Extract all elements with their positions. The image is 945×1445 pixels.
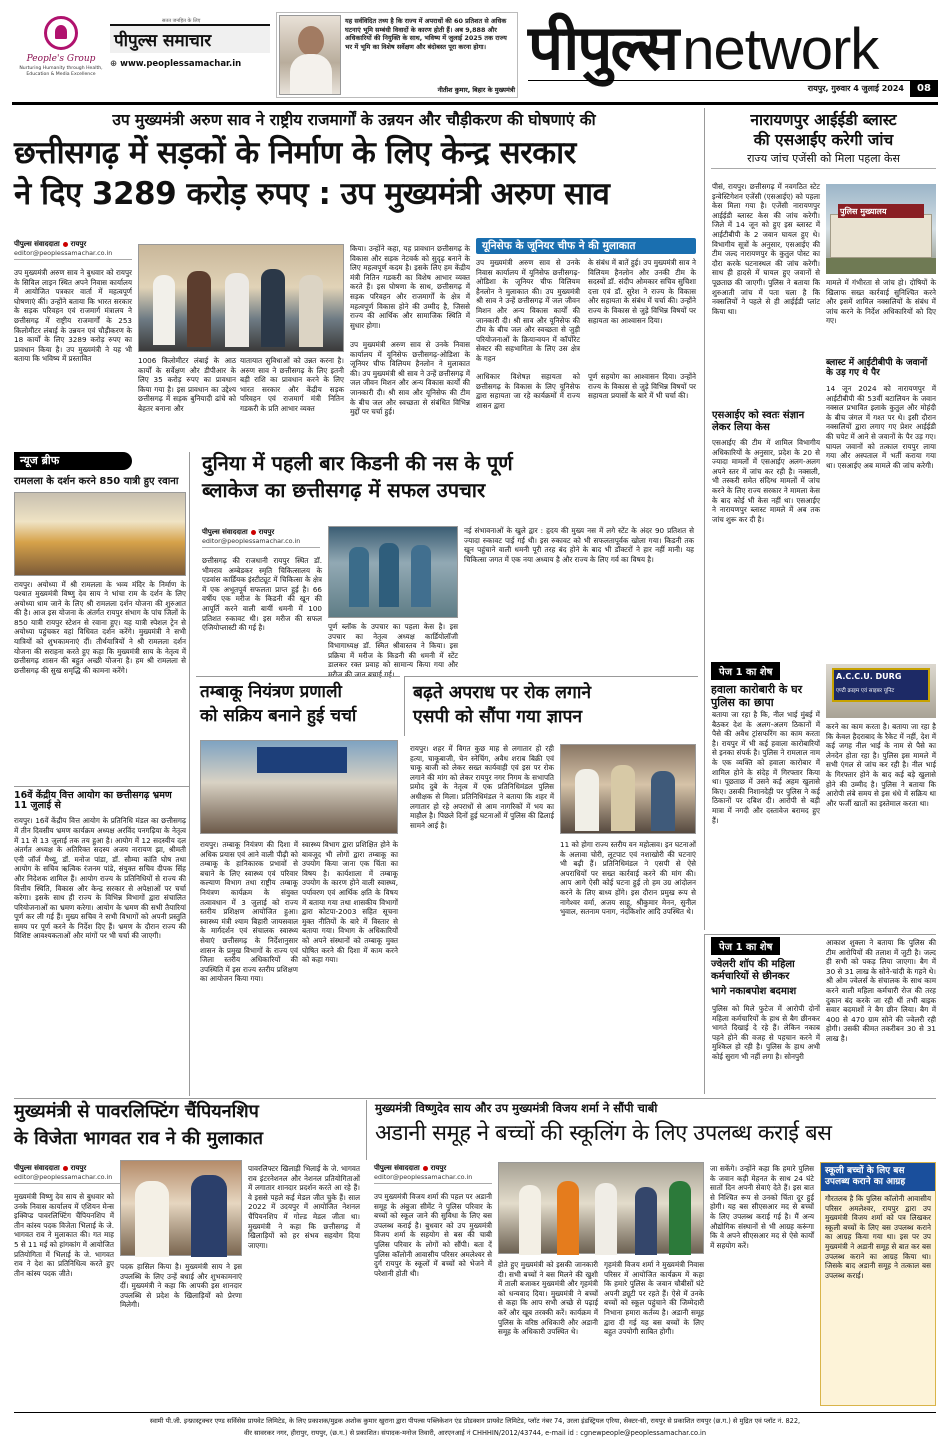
bottom-section-rule: [14, 1098, 936, 1099]
kidney-headline-line2: ब्लाकेज का छत्तीसगढ़ में सफल उपचार: [202, 478, 486, 502]
lead-column-1: उप मुख्यमंत्री अरुण साव ने बुधवार को रायपुर के सिविल लाइन स्थित अपने निवास कार्यालय में आयोजित पत्रकार वार्ता में महत्वपूर्ण घोषणाएं कीं। उन्होंने बताया कि भारत सरकार के सड़क परिवहन एवं राजमार्ग मंत्रालय ने छत्तीसगढ़ में राष्ट्रीय राजमार्गों के 253 किलोमीटर लंबाई के उन्नयन एवं चौड़ीकरण के 18 कार्यों के लिए 3289 करोड़ रुपए का प्रावधान किया है। उप मुख्यमंत्री ने यह भी बताया कि भविष्य में प्रस्तावित: [14, 268, 132, 364]
dateline: रायपुर, गुरुवार 4 जुलाई 2024: [807, 84, 904, 93]
powerlifting-column-2: पदक हासिल किया है। मुख्यमंत्री साय ने इस उपलब्धि के लिए उन्हें बधाई और शुभकामनाएं दीं। मुख्यमंत्री ने कहा कि आपकी इस शानदार उपलब्धि से प्रदेश के खिलाड़ियों को प्रेरणा मिलेगी।: [120, 1262, 242, 1310]
tobacco-column-2: स्वास्थ्य विभाग द्वारा प्रशिक्षित होने के बावजूद भी लोगों द्वारा तम्बाकू का उपयोग किया जाना एक चिंता का विषय है। कार्यशाला में तम्बाकू उपयोग के कारण होने वाली स्वास्थ्य, पर्यावरण एवं आर्थिक क्षति के विषय में बताया गया तथा शासकीय विभागों द्वारा कोटपा-2003 सहित सूचना मुक्त नीतियों के बारे में विस्तार से बताया गया। विभाग के अधिकारियों को अपने संस्थानों को तम्बाकू मुक्त घोषित करने की दिशा में काम करने को कहा गया।: [302, 840, 398, 965]
kidney-column-2: पूर्ण ब्लॉक के उपचार का पहला केस है। इस उपचार का नेतृत्व अध्यक्ष कार्डियोलॉजी विभागाध्यक्ष डॉ. स्मित श्रीवास्तव ने किया। इस प्रक्रिया में मरीज के किडनी की धमनी में स्टेंट डालकर रक्त प्रवाह को सामान्य किया गया और मरीज की जान बचाई गई।: [328, 622, 458, 679]
dateline-bar: [528, 80, 938, 96]
lead-headline-line2: ने दिए 3289 करोड़ रुपए : उप मुख्यमंत्री अरुण साव: [14, 176, 610, 213]
unicef-title: यूनिसेफ के जूनियर चीफ ने की मुलाकात: [476, 238, 696, 254]
website-link[interactable]: [110, 59, 270, 69]
logo-emblem-icon: [44, 16, 78, 50]
hawala-label: पेज 1 का शेष: [711, 662, 780, 680]
sia-body: एसआईए की टीम में शामिल विभागीय अधिकारियों के अनुसार, प्रदेश के 20 से ज्यादा मामलों में एसआईए अलग-अलग अपने स्तर में जांच कर रही है। नक्सली, भी तस्करी समेत संदिग्ध मामलों में जांच करने के लिए राज्य सरकार ने मामला केस के बाद कोई भी केस नहीं था। एसआईए ने नारायणपुर ब्लास्ट मामले में अब तक जांच शुरू कर दी है।: [712, 438, 820, 524]
accu-badge: A.C.C.U. DURG: [836, 672, 902, 681]
unicef-column-2: के संबंध में बातें हुई। उप मुख्यमंत्री साव ने विलियम हैनलोन और उनकी टीम के सदस्यों डॉ. संदीप ओमकार सचिव सुचिशा दत्ता एवं डॉ. सुरेश ने राज्य के विकास और सहायता के संबंध में चर्चा की। उन्होंने राज्य के विकास से जुड़े विभिन्न विषयों पर सहायता का आश्वासन दिया।: [588, 258, 696, 325]
imprint-line-2: वीर सावरकर नगर, हीरापुर, रायपुर, (छ.ग.) से प्रकाशित। संपादक-मनोज तिवारी, आरएनआई नं CHHHIN/2012/43744, e-mail id : cgnewpeople@peoplessamachar.co.in: [243, 1429, 707, 1437]
adani-email: editor@peoplessamachar.co.in: [374, 1173, 492, 1184]
kidney-headline-line1: दुनिया में पहली बार किडनी की नस के पूर्ण: [202, 451, 513, 475]
powerlifting-column-3: पावरलिफ्टर खिलाड़ी भिलाई के जे. भागवत राव इंटरनेशनल और नेशनल प्रतियोगिताओं में लगातार शानदार प्रदर्शन करते आ रहे हैं। वे इससे पहले कई मेडल जीत चुके हैं। साल 2022 में उदयपुर में आयोजित नेशनल चैंपियनशिप में गोल्ड मेडल जीता था। मुख्यमंत्री ने कहा कि छत्तीसगढ़ में खिलाड़ियों को हर संभव सहयोग दिया जाएगा।: [248, 1164, 360, 1250]
adani-byline: [374, 1164, 492, 1184]
bullet-icon: [423, 1166, 428, 1171]
adani-byline-name: पीपुल्स संवाददाता: [374, 1164, 420, 1172]
crime-photo: [560, 744, 696, 834]
adani-byline-place: रायपुर: [430, 1164, 447, 1172]
news-brief-label-text: न्यूज ब्रीफ: [20, 454, 60, 467]
hawala-body: बताया जा रहा है कि, नील भाई मुंबई में बैठकर देश के अलग-अलग ठिकानों में पैसे की अवैध ट्रांसफरिंग का काम करता है। रायपुर में भी कई हवाला कारोबारियों से इनका संपर्क है। पुलिस ने रामलाल नाम के एक व्यक्ति को हवाला कारोबार में शामिल होने के संदेह में गिरफ्तार किया था। पूछताछ में उसने कई अहम खुलासे किए। उसकी निशानदेही पर पुलिस ने कई ठिकानों पर दबिश दी। आरोपी से बड़ी मात्रा में नगदी और दस्तावेज बरामद हुए हैं।: [712, 710, 820, 825]
tobacco-headline-line2: को सक्रिय बनाने हुई चर्चा: [200, 705, 357, 726]
unicef-story: [476, 238, 696, 446]
kidney-email: editor@peoplessamachar.co.in: [202, 537, 320, 548]
adani-column-2: होते हुए मुख्यमंत्री को इसकी जानकारी दी। सभी बच्चों ने बस मिलने की खुशी में ताली बजाकर मुख्यमंत्री और गृहमंत्री को धन्यवाद दिया। मुख्यमंत्री ने बच्चों से कहा कि आप सभी अच्छे से पढ़ाई करें और खूब तरक्की करें। कार्यक्रम में पुलिस के वरिष्ठ अधिकारी और अडानी समूह के अधिकारी उपस्थित थे।: [498, 1260, 598, 1337]
jewelry-headline-line3: भागे नकाबपोश बदमाश: [711, 986, 797, 997]
powerlifting-photo: [120, 1160, 242, 1256]
brand-block: [110, 18, 270, 88]
powerlifting-story: [14, 1102, 360, 1162]
adani-photo: [498, 1162, 704, 1254]
accu-photo: [826, 664, 936, 718]
lead-kicker: उप मुख्यमंत्री अरुण साव ने राष्ट्रीय राजमार्गों के उन्नयन और चौड़ीकरण की घोषणाएं की: [112, 111, 596, 129]
crime-story: [404, 676, 698, 736]
cm-portrait: [279, 15, 341, 95]
kidney-byline-name: पीपुल्स संवाददाता: [202, 528, 248, 536]
powerlifting-byline-name: पीपुल्स संवाददाता: [14, 1164, 60, 1172]
naxal-body: पीसं, रायपुर। छत्तीसगढ़ में नवगठित स्टेट इन्वेस्टिगेशन एजेंसी (एसआईए) को पहला केस मिला गया है। एजेंसी नारायणपुर आईईडी ब्लास्ट केस की जांच करेगी। जिले में 14 जून को हुए इस ब्लास्ट में आईटीबीपी के 2 जवान घायल हुए थे। विभागीय सूत्रों के अनुसार, एसआईए की टीम जल्द नारायणपुर के कुतुल पोस्ट का दौरा करके घटनास्थल की जांच करेगी। साथ ही हादसे में घायल हुए जवानों से पूछताछ की जाएगी। पुलिस ने बताया कि शुरुआती जांच में पता चला है कि नक्सलियों ने पहले से ही आईईडी प्लांट किया था।: [712, 182, 820, 316]
jewelry-label: पेज 1 का शेष: [711, 937, 780, 955]
crime-headline-line2: एसपी को सौंपा गया ज्ञापन: [413, 707, 583, 728]
lead-headline-line1: छत्तीसगढ़ में सड़कों के निर्माण के लिए केन्द्र सरकार: [14, 134, 576, 171]
police-hq-photo: [826, 184, 936, 274]
adani-column-3: गृहमंत्री विजय शर्मा ने मुख्यमंत्री निवास परिसर में आयोजित कार्यक्रम में कहा कि हमारे पुलिस के जवान चौबीसों घंटे अपनी ड्यूटी पर रहते हैं। ऐसे में उनके बच्चों को स्कूल पहुंचाने की जिम्मेदारी निभाना हमारा कर्तव्य है। अडानी समूह द्वारा दी गई यह बस बच्चों के लिए बहुत उपयोगी साबित होगी।: [604, 1260, 704, 1337]
unicef-column-1: उप मुख्यमंत्री अरुण साव से उनके निवास कार्यालय में यूनिसेफ छत्तीसगढ़-ओडिशा के जूनियर चीफ विलियम हैनलोन ने मुलाकात की। उप मुख्यमंत्री श्री साव ने उन्हें छत्तीसगढ़ में जल जीवन मिशन और अन्य विकास कार्यों की जानकारी दी। श्री साव और यूनिसेफ की टीम के बीच जल और स्वच्छता से जुड़ी परियोजनाओं के क्रियान्वयन में कॉर्पोरेट सेक्टर की सहभागिता के लिए उस क्षेत्र के गहन: [476, 258, 580, 363]
sia-label: एसआईए को स्वतः संज्ञान लेकर लिया केस: [712, 410, 805, 433]
unicef-column-3: आधिकार विशेषज्ञ सहायता को छत्तीसगढ़ के विकास के लिए यूनिसेफ द्वारा सहायता जा रहे कार्यक्रमों में राज्य शासन द्वारा: [476, 372, 580, 410]
adani-headline: अडानी समूह ने बच्चों की स्कूलिंग के लिए उपलब्ध कराई बस: [375, 1121, 832, 1147]
paper-name-network: network: [682, 17, 879, 82]
lead-email: editor@peoplessamachar.co.in: [14, 249, 132, 260]
kidney-column-1: छत्तीसगढ़ की राजधानी रायपुर स्थित डॉ. भीमराव अम्बेडकर स्मृति चिकित्सालय के एडवांस कार्डियक इंस्टीट्यूट में चिकित्सा के क्षेत्र में एक अभूतपूर्व सफलता प्राप्त हुई है। 66 वर्षीय एक मरीज के किडनी की खून की आपूर्ति करने वाली बायीं धमनी में 100 प्रतिशत रुकावट थी। इस मरीज की सफल एंजियोप्लास्टी की गई है।: [202, 556, 322, 633]
bullet-icon: [251, 530, 256, 535]
adani-column-1: उप मुख्यमंत्री विजय शर्मा की पहल पर अडानी समूह के अंबुजा सीमेंट ने पुलिस परिवार के बच्चों को स्कूल जाने की सुविधा के लिए बस उपलब्ध कराई है। बुधवार को उप मुख्यमंत्री विजय शर्मा के सहयोग से बस की चाबी पुलिस परिवार के लोगों को सौंपी। बता दें पुलिस कॉलोनी आवासीय परिसर अमलेश्वर से दुर्ग रायपुर के स्कूलों में बच्चों को भेजने में परेशानी होती थी।: [374, 1192, 492, 1278]
jewelry-headline-line2: कर्मचारियों से छीनकर: [711, 970, 790, 982]
brief-2-body: रायपुर। 16वें केंद्रीय वित्त आयोग के प्रतिनिधि मंडल का छत्तीसगढ़ में तीन दिवसीय भ्रमण कार्यक्रम अध्यक्ष अरविंद पनगढ़िया के नेतृत्व में 11 से 13 जुलाई तक तय हुआ है। आयोग में 12 सदस्यीय दल अंतर्गत अध्यक्ष के अतिरिक्त सदस्य अजय नारायण झा, श्रीमती एनी जॉर्ज मैथ्यू, डॉ. मनोज पांडा, डॉ. सौम्या कांति घोष तथा आयोग के सचिव ऋत्विक रंजनम पांडे, संयुक्त सचिव दीपक सिंह और निदेशक शामिल हैं। आयोग राज्य के प्रतिनिधियों से राज्य की वित्तीय स्थिति, विकास और केन्द्र सरकार से अपेक्षाओं पर चर्चा करेगा। इसके साथ ही राज्य के विभिन्न विभागों द्वारा संचालित परियोजनाओं का भ्रमण करेगा। आयोग के भ्रमण की सभी तैयारियां पूर्ण कर ली गई हैं। मुख्य सचिव ने सभी विभागों को अपनी प्रस्तुति समय पर पूर्ण करने के निर्देश दिए हैं। भ्रमण के दौरान राज्य की विशिष्ट आवश्यकताओं और मांगों पर भी चर्चा की जाएगी।: [14, 816, 186, 941]
powerlifting-byline-place: रायपुर: [70, 1164, 87, 1172]
quote-box: [276, 12, 518, 98]
powerlifting-headline-line2: के विजेता भागवत राव ने की मुलाकात: [14, 1127, 263, 1149]
police-hq-sign: पुलिस मुख्यालय: [840, 207, 887, 216]
masthead-rule: [12, 102, 938, 105]
adani-sidebar-title: स्कूली बच्चों के लिए बस उपलब्ध कराने का आग्रह: [821, 1163, 935, 1191]
lead-column-5: [350, 340, 470, 444]
adani-column-4: जा सकेंगे। उन्होंने कहा कि हमारे पुलिस के जवान कड़ी मेहनत के साथ 24 घंटे सातों दिन अपनी सेवाएं देते हैं। इस बात से निश्चित रूप से उनको चिंता दूर हुई होगी। यह बस सीएसआर मद से बच्चों के लिए उपलब्ध कराई गई है। मैं अन्य औद्योगिक संस्थानों से भी आग्रह करूंगा कि वे अपने सीएसआर मद से ऐसे कार्यों में सहयोग करें।: [710, 1164, 814, 1250]
quote-text: यह सर्वविदित तथ्य है कि राज्य में अपराधों की 60 प्रतिशत से अधिक घटनाएं भूमि सम्बंधी विवादों के कारण होती हैं। अब 9,888 और अधिकारियों की नियुक्ति के साथ, भविष्य में जुलाई 2025 तक राज्य भर में भूमि का विशेष सर्वेक्षण और बंदोबस्त पूरा करना होगा।: [345, 17, 507, 51]
quote-author: नीतीश कुमार, बिहार के मुख्यमंत्री: [437, 86, 515, 94]
kidney-photo: [328, 526, 458, 618]
bullet-icon: [63, 1166, 68, 1171]
masthead: [0, 0, 945, 110]
group-tagline: Nurturing Humanity through Health, Education & Media Excellence: [19, 66, 103, 77]
brand-small: सतत जनहित के लिए: [162, 18, 201, 24]
crime-headline-line1: बढ़ते अपराध पर रोक लगाने: [413, 683, 592, 703]
lead-photo: [138, 244, 344, 352]
brief-2-headline: 16वें केंद्रीय वित्त आयोग का छत्तीसगढ़ भ्रमण 11 जुलाई से: [14, 786, 189, 813]
brief-1-headline: रामलला के दर्शन करने 850 यात्री हुए रवाना: [14, 476, 179, 487]
brief-1-photo: [14, 492, 186, 576]
adani-sidebar: [820, 1162, 936, 1406]
accu-badge-sub: एण्टी क्राइम एवं साइबर यूनिट: [836, 688, 895, 694]
adani-kicker: मुख्यमंत्री विष्णुदेव साय और उप मुख्यमंत्री विजय शर्मा ने सौंपी चाबी: [375, 1101, 658, 1115]
unicef-column-4: पूर्ण सहयोग का आश्वासन दिया। उन्होंने राज्य के विकास से जुड़े विभिन्न विषयों पर सहायता प्रयासों के बारे में भी चर्चा की।: [588, 372, 696, 401]
kidney-byline-place: रायपुर: [258, 528, 275, 536]
kidney-byline: [202, 528, 320, 548]
powerlifting-column-1: मुख्यमंत्री विष्णु देव साय से बुधवार को उनके निवास कार्यालय में एशियन मेन्स इक्विप्ड पावरलिफ्टिंग चैंपियनशिप में तीन कांस्य पदक विजेता भिलाई के जे. भागवत राव ने मुलाकात की। गत माह 5 से 11 मई को हांगकांग में आयोजित प्रतियोगिता में भिलाई के जे. भागवत राव ने देश का प्रतिनिधित्व करते हुए तीन कांस्य पदक जीते।: [14, 1192, 114, 1278]
lead-column-3: यातायात सुविधाओं को उन्नत करना है। अरुण साव ने छत्तीसगढ़ के लिए इतनी बड़ी राशि का प्रावधान करने के लिए भारत सरकार और केंद्रीय सड़क परिवहन एवं राजमार्ग मंत्री नितिन गडकरी के प्रति आभार व्यक्त: [240, 356, 344, 413]
imprint-line-1: स्वामी पी.जी. इन्फ्रास्ट्रक्चर एण्ड सर्विसेस प्रायवेट लिमिटेड, के लिए प्रकाशक/मुद्रक अशोक कुमार खुराना द्वारा पीपल्स पब्लिकेशन एंड प्रोडक्शन प्रायवेट लिमिटेड, प्लॉट नंबर 74, उरला इंडस्ट्रियल एरिया, सेक्टर-सी, रायपुर से प्रकाशित रायपुर (छ.ग.) से मुद्रित एवं प्लॉट नं. 822,: [149, 1417, 801, 1425]
crime-column-2: 11 को होगा राज्य स्तरीय वन महोत्सव। इन घटनाओं के अलावा चोरी, लूटपाट एवं नशाखोरी की घटनाएं भी बढ़ी हैं। प्रतिनिधिमंडल ने एसपी से ऐसे अपराधियों पर सख्त कार्रवाई करने की मांग की। आप आगे ऐसी कोई घटना हुई तो हम उग्र आंदोलन करने के लिए बाध्य होंगे। इस दौरान प्रमुख रूप से नागेश्वर वर्मा, अजय साहू, श्रीकुमार मेनन, सुनील भुवाल, सतनाम पनाग, नंदकिशोर आदि उपस्थित थे।: [560, 840, 696, 917]
news-brief-label: [14, 452, 132, 470]
bullet-icon: [63, 242, 68, 247]
paper-title: [528, 4, 938, 84]
paper-name-hindi: पीपुल्स: [528, 11, 678, 84]
jewelry-headline-line1: ज्वेलरी शॉप की महिला: [711, 959, 795, 970]
tobacco-headline-line1: तम्बाकू नियंत्रण प्रणाली: [200, 682, 342, 702]
imprint-rule: [14, 1412, 936, 1413]
crime-column-1: रायपुर। शहर में विगत कुछ माह से लगातार हो रही हत्या, चाकूबाजी, चेन स्नेचिंग, अवैध शराब बिक्री एवं चाकू बाजी को लेकर सख्त कार्यवाही एवं इस पर रोक लगाने की मांग को लेकर रायपुर नगर निगम के सभापति प्रमोद दुबे के नेतृत्व में एक प्रतिनिधिमंडल पुलिस अधीक्षक से मिला। प्रतिनिधिमंडल ने बताया कि शहर में लगातार हो रहे अपराधों से आम नागरिकों में भय का माहौल है। पिछले दिनों हुई घटनाओं में पुलिस की ढिलाई सामने आई है।: [410, 744, 554, 830]
lead-byline: [14, 240, 132, 260]
naxal-title-line1: नारायणपुर आईईडी ब्लास्ट: [750, 111, 897, 129]
naxal-title-line2: की एसआईए करेगी जांच: [753, 130, 894, 149]
peoples-group-logo: [16, 16, 106, 96]
lead-column-2: 1006 किलोमीटर लंबाई के आठ कार्यों के सर्वेक्षण और डीपीआर के लिए 35 करोड़ रुपए का प्रावधान किया गया है। इस प्रावधान का उद्देश्य छत्तीसगढ़ में सड़क बुनियादी ढांचे को बेहतर बनाना और: [138, 356, 236, 413]
tobacco-photo: [200, 740, 398, 834]
lead-column-5-text: उप मुख्यमंत्री अरुण साव से उनके निवास कार्यालय में यूनिसेफ छत्तीसगढ़-ओडिशा के जूनियर चीफ विलियम हैनलोन ने मुलाकात की। उप मुख्यमंत्री श्री साव ने उन्हें छत्तीसगढ़ में जल जीवन मिशन और अन्य विकास कार्यों की जानकारी दी। श्री साव और यूनिसेफ की टीम के बीच जल और स्वच्छता से संबंधित विभिन्न मुद्दों पर चर्चा हुई।: [350, 340, 470, 417]
naxal-subhead: ब्लास्ट में आईटीबीपी के जवानों के उड़ गए थे पैर: [826, 358, 928, 379]
lead-byline-place: रायपुर: [70, 240, 87, 248]
powerlifting-email: editor@peoplessamachar.co.in: [14, 1173, 132, 1184]
tobacco-column-1: रायपुर। तम्बाकू नियंत्रण की दिशा में अधिक प्रयास एवं आने वाली पीढ़ी को तम्बाकू के हानिकारक प्रभावों से बचाने के लिए स्वास्थ्य एवं परिवार कल्याण विभाग तथा राष्ट्रीय तम्बाकू नियंत्रण कार्यक्रम के संयुक्त तत्वावधान में 3 जुलाई को राज्य स्तरीय प्रशिक्षण आयोजित हुआ। स्वास्थ्य मंत्री श्याम बिहारी जायसवाल के मार्गदर्शन एवं संचालक स्वास्थ्य सेवाएं छत्तीसगढ़ के निर्देशानुसार शासन के प्रमुख विभागों के राज्य एवं जिला स्तरीय अधिकारियों की उपस्थिति में इस राज्य स्तरीय प्रशिक्षण का आयोजन किया गया।: [200, 840, 298, 984]
website-text: www.peoplessamachar.in: [120, 59, 242, 69]
hawala-body-2: करने का काम करता है। बताया जा रहा है कि केवल हैदराबाद के रैकेट में नहीं, देश में कई जगह नील भाई के नाम से पैसे का लेनदेन होता रहा है। पुलिस इस मामले में सभी एंगल से जांच कर रही है। नील भाई के गिरफ्तार होने के बाद कई बड़े खुलासे होने की उम्मीद है। पुलिस ने बताया कि आरोपी लंबे समय से इस धंधे में सक्रिय था और फर्जी खातों का इस्तेमाल करता था।: [826, 722, 936, 808]
powerlifting-headline-line1: मुख्यमंत्री से पावरलिफ्टिंग चैंपियनशिप: [14, 1101, 259, 1122]
brief-1-body: रायपुर। अयोध्या में श्री रामलला के भव्य मंदिर के निर्माण के पश्चात मुख्यमंत्री विष्णु देव साय ने भांचा राम के दर्शन के लिए अयोध्या धाम जाने के लिए श्री रामलला दर्शन योजना की शुरुआत की है। आज इस योजना के अंतर्गत रायपुर संभाग के पांच जिलों के 850 यात्री रायपुर स्टेशन से रवाना हुए। यह यात्री स्पेशल ट्रेन से अयोध्या पहुंचकर वहां विधिवत दर्शन करेंगे। मुख्यमंत्री ने सभी यात्रियों को शुभकामनाएं दीं। तीर्थयात्रियों ने श्री रामलला दर्शन योजना की सराहना करते हुए कहा कि मुख्यमंत्री साय के नेतृत्व में छत्तीसगढ़ शासन की बहुत अच्छी योजना है। हम श्री रामलला से छत्तीसगढ़ की सुख समृद्धि की कामना करेंगे।: [14, 579, 186, 675]
lead-byline-name: पीपुल्स संवाददाता: [14, 240, 60, 248]
kidney-column-3: नई संभावनाओं के खुले द्वार : हृदय की मुख्य नस में लगे स्टेंट के अंदर 90 प्रतिशत से ज्यादा रुकावट पाई गई थी। इस रुकावट को भी सफलतापूर्वक खोला गया। किडनी तक खून पहुंचाने वाली धमनी पूरी तरह बंद होने के बाद भी डॉक्टरों ने हार नहीं मानी। यह चिकित्सा जगत में एक नया अध्याय है और राज्य के लिए गर्व का विषय है।: [464, 526, 694, 564]
news-brief: [14, 452, 190, 1096]
powerlifting-byline: [14, 1164, 132, 1184]
page-number: 08: [910, 81, 938, 97]
naxal-body-2: मामले में गंभीरता से जांच हो। दोषियों के खिलाफ सख्त कार्रवाई सुनिश्चित करने और इसमें शामिल नक्सलियों के संबंध में जांच करने के निर्देश अधिकारियों को दिए गए।: [826, 278, 936, 326]
adani-story: [366, 1100, 936, 1160]
jewelry-body: पुलिस को मिले फुटेज में आरोपी दोनों महिला कर्मचारियों के हाथ से बैग छीनकर भागते दिखाई दे रहे हैं। लेकिन नकाब पहने होने की वजह से पहचान करने में मुश्किल हो रही है। पुलिस के हाथ अभी कोई सुराग भी नहीं लगा है। सोनपुरी: [712, 1004, 820, 1061]
adani-sidebar-body: गौरतलब है कि पुलिस कॉलोनी आवासीय परिसर अमलेश्वर, रायपुर द्वारा उप मुख्यमंत्री विजय शर्मा को पत्र लिखकर स्कूली बच्चों के लिए बस उपलब्ध कराने का आग्रह किया गया था। इस पर उप मुख्यमंत्री ने अडानी समूह से बात कर बस उपलब्ध कराने का आग्रह किया था। जिसके बाद अडानी समूह ने तत्काल बस उपलब्ध कराई।: [825, 1194, 931, 1280]
jewelry-body-2: आकाश शुक्ला ने बताया कि पुलिस की टीम आरोपियों की तलाश में जुटी है। जल्द ही सभी को पकड़ लिया जाएगा। बैग में 30 से 31 लाख के सोने-चांदी के गहने थे। श्री ओम ज्वेलर्स के संचालक के साथ काम करने वाली महिला कर्मचारी रोज की तरह दुकान बंद करके जा रही थीं तभी बाइक सवार बदमाशों ने बैग छीन लिया। बैग में 400 से 470 ग्राम सोने की ज्वेलरी रही होगी। उसकी कीमत तकरीबन 30 से 31 लाख है।: [826, 938, 936, 1043]
tobacco-story: [196, 676, 400, 736]
hawala-headline: हवाला कारोबारी के घर पुलिस का छापा: [711, 683, 803, 709]
brand-name: पीपुल्स समाचार: [110, 24, 270, 53]
lead-column-4: किया। उन्होंने कहा, यह प्रावधान छत्तीसगढ़ के विकास और सड़क नेटवर्क को सुदृढ़ बनाने के लिए महत्वपूर्ण कदम है। इसके लिए हम केंद्रीय मंत्री नितिन गडकरी का विशेष आभार व्यक्त करते हैं। इस घोषणा के साथ, छत्तीसगढ़ में सड़क परिवहन और राजमार्गों के क्षेत्र में महत्वपूर्ण विकास होने की उम्मीद है, जिससे राज्य की आर्थिक और सामाजिक स्थिति में सुधार होगा।: [350, 244, 470, 330]
group-name: People's Group: [26, 54, 96, 64]
naxal-subtitle: राज्य जांच एजेंसी को मिला पहला केस: [711, 153, 936, 170]
naxal-body-3: 14 जून 2024 को नारायणपुर में आईटीबीपी की 53वीं बटालियन के जवान नक्सल प्रभावित इलाके कुतुल और मोहंदी के बीच जंगल में गश्त पर थे। इसी दौरान नक्सलियों द्वारा लगाए गए प्रेशर आईईडी की चपेट में आने से जवानों के पैर उड़ गए। घायल जवानों को तत्काल रायपुर लाया गया और अस्पताल में भर्ती कराया गया था। एसआईए अब मामले की जांच करेगी।: [826, 384, 936, 470]
globe-icon: ⊕: [110, 59, 121, 69]
